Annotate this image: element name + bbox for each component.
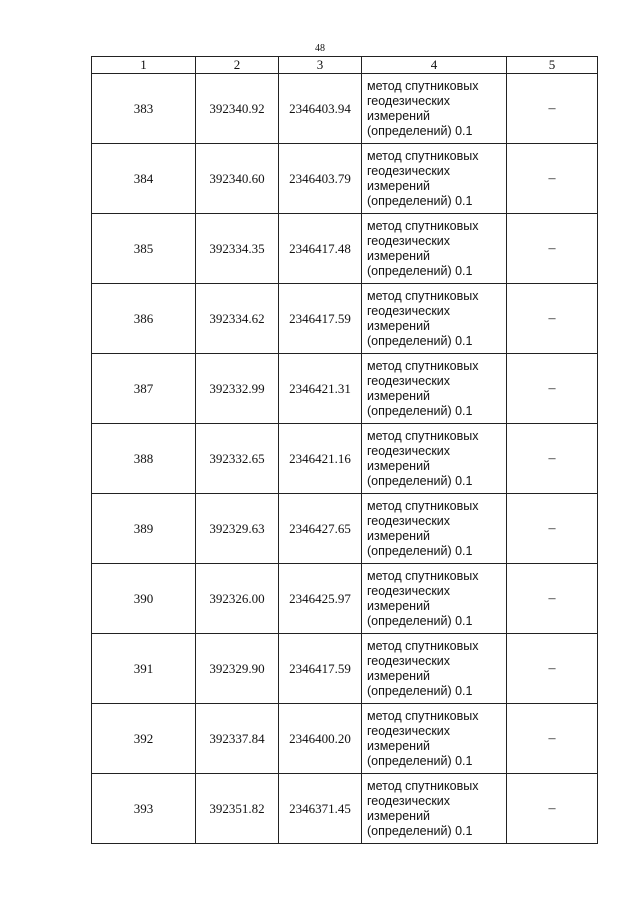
method-line: измерений bbox=[367, 318, 431, 333]
extra-cell: – bbox=[507, 704, 598, 774]
method-line: геодезических bbox=[367, 373, 451, 388]
point-number-cell: 385 bbox=[92, 214, 196, 284]
y-coordinate-cell: 2346427.65 bbox=[279, 494, 362, 564]
point-number-cell: 386 bbox=[92, 284, 196, 354]
method-cell bbox=[362, 564, 507, 634]
method-line: (определений) 0.1 bbox=[367, 403, 473, 418]
method-line: геодезических bbox=[367, 513, 451, 528]
method-cell bbox=[362, 424, 507, 494]
method-line: (определений) 0.1 bbox=[367, 753, 473, 768]
x-coordinate-cell: 392334.62 bbox=[196, 284, 279, 354]
y-coordinate-cell: 2346421.16 bbox=[279, 424, 362, 494]
column-header-2: 2 bbox=[196, 57, 279, 74]
method-line: метод спутниковых bbox=[367, 778, 479, 793]
method-line: (определений) 0.1 bbox=[367, 473, 473, 488]
method-line: метод спутниковых bbox=[367, 498, 479, 513]
table-row bbox=[92, 564, 598, 634]
y-coordinate-cell: 2346425.97 bbox=[279, 564, 362, 634]
extra-cell: – bbox=[507, 284, 598, 354]
method-cell bbox=[362, 144, 507, 214]
y-coordinate-cell: 2346417.59 bbox=[279, 284, 362, 354]
x-coordinate-cell: 392329.63 bbox=[196, 494, 279, 564]
method-line: измерений bbox=[367, 528, 431, 543]
method-line: геодезических bbox=[367, 443, 451, 458]
method-line: геодезических bbox=[367, 653, 451, 668]
coordinates-table bbox=[91, 56, 598, 844]
method-cell bbox=[362, 74, 507, 144]
method-line: метод спутниковых bbox=[367, 358, 479, 373]
extra-cell: – bbox=[507, 354, 598, 424]
table-row bbox=[92, 704, 598, 774]
point-number-cell: 388 bbox=[92, 424, 196, 494]
method-cell bbox=[362, 214, 507, 284]
x-coordinate-cell: 392332.99 bbox=[196, 354, 279, 424]
method-line: геодезических bbox=[367, 163, 451, 178]
point-number-cell: 390 bbox=[92, 564, 196, 634]
table-row bbox=[92, 774, 598, 844]
method-cell bbox=[362, 704, 507, 774]
method-line: метод спутниковых bbox=[367, 708, 479, 723]
method-cell bbox=[362, 774, 507, 844]
x-coordinate-cell: 392340.60 bbox=[196, 144, 279, 214]
point-number-cell: 389 bbox=[92, 494, 196, 564]
method-line: (определений) 0.1 bbox=[367, 823, 473, 838]
point-number-cell: 387 bbox=[92, 354, 196, 424]
method-line: (определений) 0.1 bbox=[367, 543, 473, 558]
method-line: геодезических bbox=[367, 793, 451, 808]
method-line: (определений) 0.1 bbox=[367, 263, 473, 278]
method-cell bbox=[362, 354, 507, 424]
method-line: метод спутниковых bbox=[367, 78, 479, 93]
method-line: (определений) 0.1 bbox=[367, 123, 473, 138]
column-header-4: 4 bbox=[362, 57, 507, 74]
y-coordinate-cell: 2346403.94 bbox=[279, 74, 362, 144]
method-line: измерений bbox=[367, 598, 431, 613]
extra-cell: – bbox=[507, 144, 598, 214]
table-row bbox=[92, 74, 598, 144]
y-coordinate-cell: 2346417.48 bbox=[279, 214, 362, 284]
table-row bbox=[92, 284, 598, 354]
method-line: геодезических bbox=[367, 233, 451, 248]
x-coordinate-cell: 392326.00 bbox=[196, 564, 279, 634]
method-cell bbox=[362, 634, 507, 704]
method-line: метод спутниковых bbox=[367, 428, 479, 443]
table-row bbox=[92, 354, 598, 424]
extra-cell: – bbox=[507, 634, 598, 704]
x-coordinate-cell: 392340.92 bbox=[196, 74, 279, 144]
method-line: геодезических bbox=[367, 303, 451, 318]
extra-cell: – bbox=[507, 74, 598, 144]
extra-cell: – bbox=[507, 494, 598, 564]
method-line: (определений) 0.1 bbox=[367, 193, 473, 208]
method-line: измерений bbox=[367, 388, 431, 403]
method-cell bbox=[362, 284, 507, 354]
column-header-5: 5 bbox=[507, 57, 598, 74]
method-line: измерений bbox=[367, 668, 431, 683]
method-line: метод спутниковых bbox=[367, 288, 479, 303]
method-line: (определений) 0.1 bbox=[367, 683, 473, 698]
method-line: (определений) 0.1 bbox=[367, 333, 473, 348]
extra-cell: – bbox=[507, 424, 598, 494]
y-coordinate-cell: 2346400.20 bbox=[279, 704, 362, 774]
point-number-cell: 392 bbox=[92, 704, 196, 774]
column-header-3: 3 bbox=[279, 57, 362, 74]
point-number-cell: 391 bbox=[92, 634, 196, 704]
table-row bbox=[92, 144, 598, 214]
x-coordinate-cell: 392329.90 bbox=[196, 634, 279, 704]
method-line: геодезических bbox=[367, 583, 451, 598]
y-coordinate-cell: 2346371.45 bbox=[279, 774, 362, 844]
method-line: (определений) 0.1 bbox=[367, 613, 473, 628]
table-header-row bbox=[92, 57, 598, 74]
table-row bbox=[92, 214, 598, 284]
x-coordinate-cell: 392351.82 bbox=[196, 774, 279, 844]
column-header-1: 1 bbox=[92, 57, 196, 74]
method-line: метод спутниковых bbox=[367, 218, 479, 233]
method-line: измерений bbox=[367, 178, 431, 193]
method-line: измерений bbox=[367, 738, 431, 753]
x-coordinate-cell: 392332.65 bbox=[196, 424, 279, 494]
x-coordinate-cell: 392337.84 bbox=[196, 704, 279, 774]
table-row bbox=[92, 424, 598, 494]
extra-cell: – bbox=[507, 774, 598, 844]
y-coordinate-cell: 2346417.59 bbox=[279, 634, 362, 704]
point-number-cell: 393 bbox=[92, 774, 196, 844]
method-line: метод спутниковых bbox=[367, 148, 479, 163]
y-coordinate-cell: 2346403.79 bbox=[279, 144, 362, 214]
x-coordinate-cell: 392334.35 bbox=[196, 214, 279, 284]
point-number-cell: 383 bbox=[92, 74, 196, 144]
extra-cell: – bbox=[507, 564, 598, 634]
method-cell bbox=[362, 494, 507, 564]
point-number-cell: 384 bbox=[92, 144, 196, 214]
method-line: измерений bbox=[367, 248, 431, 263]
table-row bbox=[92, 634, 598, 704]
method-line: геодезических bbox=[367, 93, 451, 108]
table-row bbox=[92, 494, 598, 564]
method-line: измерений bbox=[367, 108, 431, 123]
method-line: метод спутниковых bbox=[367, 638, 479, 653]
extra-cell: – bbox=[507, 214, 598, 284]
method-line: измерений bbox=[367, 458, 431, 473]
method-line: метод спутниковых bbox=[367, 568, 479, 583]
method-line: измерений bbox=[367, 808, 431, 823]
table-body bbox=[92, 74, 598, 844]
y-coordinate-cell: 2346421.31 bbox=[279, 354, 362, 424]
method-line: геодезических bbox=[367, 723, 451, 738]
page-number: 48 bbox=[315, 43, 325, 54]
